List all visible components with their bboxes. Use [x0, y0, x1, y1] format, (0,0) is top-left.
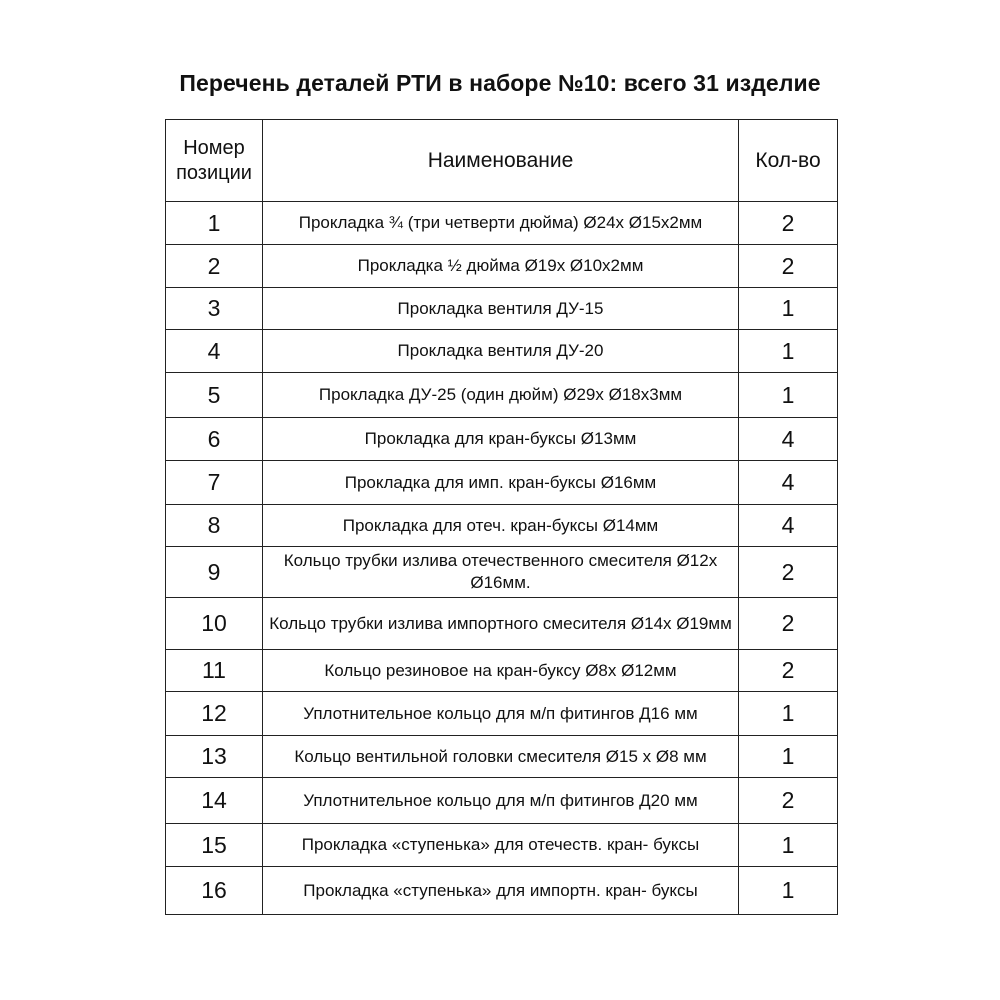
row-number: 15 [166, 824, 263, 867]
row-name: Прокладка ½ дюйма Ø19х Ø10х2мм [263, 245, 739, 288]
table-header-row [166, 120, 838, 202]
row-quantity: 1 [739, 288, 838, 330]
table-row [166, 692, 838, 736]
row-number: 16 [166, 867, 263, 915]
row-quantity: 4 [739, 505, 838, 547]
row-number: 5 [166, 373, 263, 418]
row-number: 4 [166, 330, 263, 373]
row-name: Прокладка вентиля ДУ-15 [263, 288, 739, 330]
table-row [166, 778, 838, 824]
row-quantity: 4 [739, 418, 838, 461]
row-number: 13 [166, 736, 263, 778]
row-name: Прокладка «ступенька» для импортн. кран- буксы [263, 867, 739, 915]
row-quantity: 2 [739, 202, 838, 245]
table-row [166, 505, 838, 547]
row-name: Прокладка вентиля ДУ-20 [263, 330, 739, 373]
row-number: 6 [166, 418, 263, 461]
row-name: Кольцо резиновое на кран-буксу Ø8х Ø12мм [263, 650, 739, 692]
row-number: 3 [166, 288, 263, 330]
row-quantity: 2 [739, 650, 838, 692]
row-quantity: 1 [739, 330, 838, 373]
row-number: 11 [166, 650, 263, 692]
header-name: Наименование [263, 120, 739, 202]
row-number: 14 [166, 778, 263, 824]
row-quantity: 1 [739, 692, 838, 736]
row-name: Прокладка ДУ-25 (один дюйм) Ø29х Ø18х3мм [263, 373, 739, 418]
header-position-number: Номер позиции [166, 120, 263, 202]
table-row [166, 547, 838, 598]
row-name: Прокладка для имп. кран-буксы Ø16мм [263, 461, 739, 505]
row-number: 7 [166, 461, 263, 505]
row-name: Прокладка для отеч. кран-буксы Ø14мм [263, 505, 739, 547]
row-quantity: 1 [739, 736, 838, 778]
row-quantity: 2 [739, 245, 838, 288]
row-name: Прокладка «ступенька» для отечеств. кран- буксы [263, 824, 739, 867]
row-name: Прокладка для кран-буксы Ø13мм [263, 418, 739, 461]
row-quantity: 2 [739, 778, 838, 824]
row-quantity: 2 [739, 598, 838, 650]
row-quantity: 2 [739, 547, 838, 598]
row-name: Уплотнительное кольцо для м/п фитингов Д16 мм [263, 692, 739, 736]
row-number: 9 [166, 547, 263, 598]
table-row [166, 650, 838, 692]
row-quantity: 1 [739, 373, 838, 418]
page-title: Перечень деталей РТИ в наборе №10: всего 31 изделие [179, 70, 821, 96]
row-name: Кольцо трубки излива импортного смесителя Ø14х Ø19мм [263, 598, 739, 650]
table-row [166, 598, 838, 650]
parts-table [165, 119, 838, 915]
row-name: Уплотнительное кольцо для м/п фитингов Д20 мм [263, 778, 739, 824]
table-row [166, 202, 838, 245]
table-row [166, 824, 838, 867]
row-name: Кольцо вентильной головки смесителя Ø15 х Ø8 мм [263, 736, 739, 778]
row-quantity: 4 [739, 461, 838, 505]
row-number: 12 [166, 692, 263, 736]
table-row [166, 418, 838, 461]
table-row [166, 736, 838, 778]
row-number: 1 [166, 202, 263, 245]
row-number: 8 [166, 505, 263, 547]
row-quantity: 1 [739, 867, 838, 915]
table-row [166, 461, 838, 505]
row-name: Кольцо трубки излива отечественного смесителя Ø12х Ø16мм. [263, 547, 739, 598]
table-row [166, 245, 838, 288]
table-row [166, 288, 838, 330]
row-name: Прокладка ¾ (три четверти дюйма) Ø24х Ø15х2мм [263, 202, 739, 245]
table-row [166, 330, 838, 373]
row-number: 2 [166, 245, 263, 288]
row-number: 10 [166, 598, 263, 650]
table-row [166, 867, 838, 915]
header-quantity: Кол-во [739, 120, 838, 202]
row-quantity: 1 [739, 824, 838, 867]
table-row [166, 373, 838, 418]
